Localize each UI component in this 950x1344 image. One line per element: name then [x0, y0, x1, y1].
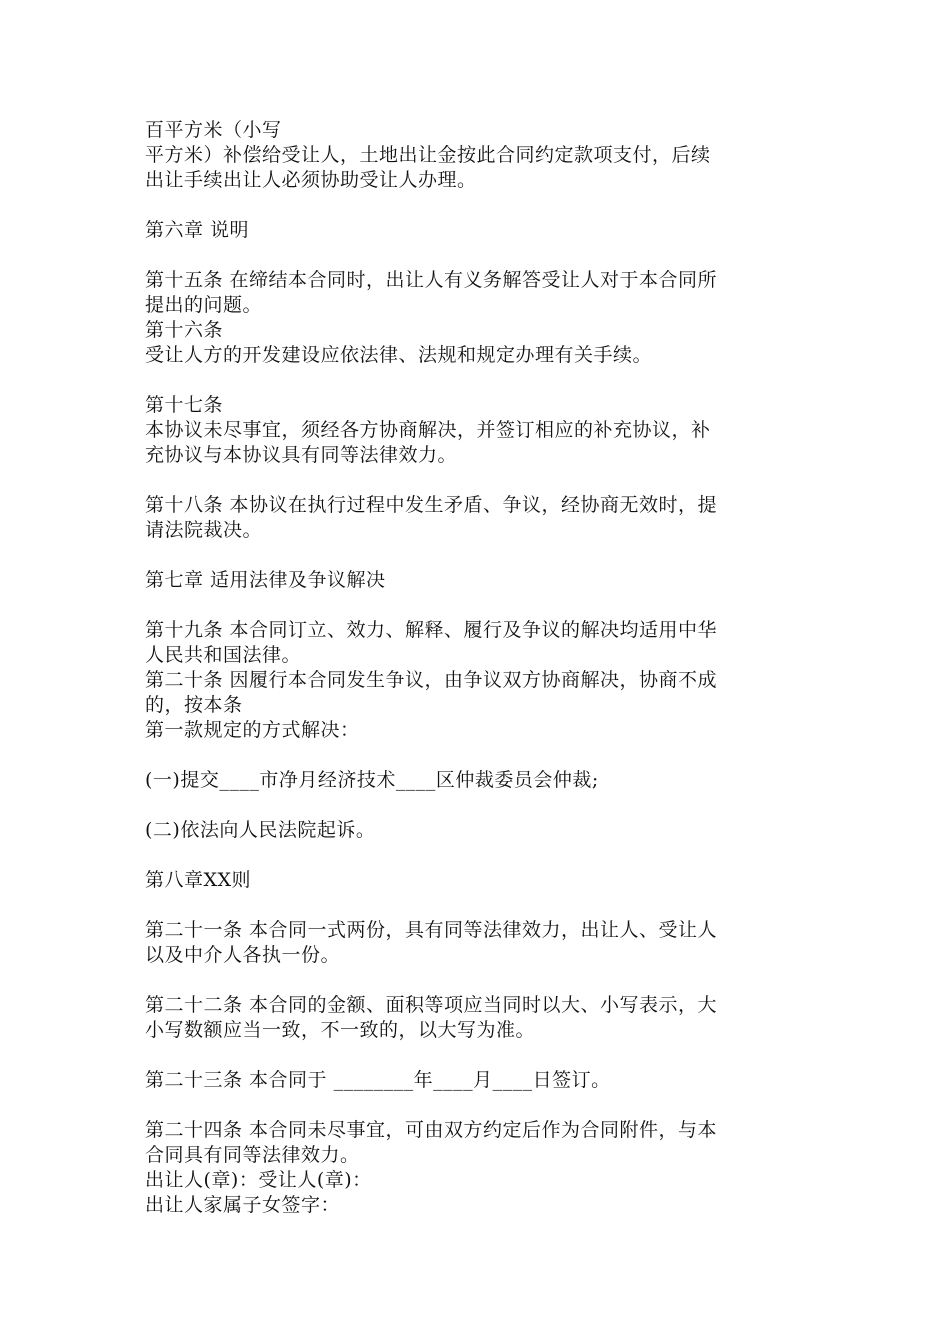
paragraph [145, 993, 810, 1043]
text-line: 第十七条 [145, 394, 224, 416]
text-line: 第十六条 [145, 319, 224, 341]
text-line: 本协议未尽事宜，须经各方协商解决，并签订相应的补充协议，补 [145, 419, 711, 441]
text-line: 第十九条 本合同订立、效力、解释、履行及争议的解决均适用中华 [145, 619, 718, 641]
paragraph [145, 118, 810, 193]
paragraph [145, 618, 810, 743]
paragraph-gap [145, 193, 810, 218]
text-line: 第十五条 在缔结本合同时，出让人有义务解答受让人对于本合同所 [145, 269, 718, 291]
paragraph-gap [145, 468, 810, 493]
text-line: 第二十四条 本合同未尽事宜，可由双方约定后作为合同附件，与本 [145, 1119, 718, 1141]
text-line: 平方米）补偿给受让人，土地出让金按此合同约定款项支付，后续 [145, 144, 711, 166]
paragraph-gap [145, 843, 810, 868]
paragraph-gap [145, 743, 810, 768]
paragraph [145, 268, 810, 368]
text-line: 第七章 适用法律及争议解决 [145, 569, 386, 591]
text-line: (一)提交____市净月经济技术____区仲裁委员会仲裁; [145, 769, 599, 791]
paragraph-gap [145, 243, 810, 268]
paragraph [145, 493, 810, 543]
paragraph [145, 1068, 810, 1093]
paragraph-gap [145, 593, 810, 618]
text-line: 人民共和国法律。 [145, 644, 302, 666]
paragraph-gap [145, 968, 810, 993]
text-line: 第一款规定的方式解决： [145, 719, 360, 741]
text-line: 第六章 说明 [145, 219, 250, 241]
text-line: 的，按本条 [145, 694, 243, 716]
text-line: 第十八条 本协议在执行过程中发生矛盾、争议，经协商无效时，提 [145, 494, 718, 516]
text-line: 第二十三条 本合同于 ________年____月____日签订。 [145, 1069, 611, 1091]
document-page [145, 118, 810, 1218]
text-line: 第八章XX则 [145, 869, 252, 891]
text-line: 出让手续出让人必须协助受让人办理。 [145, 169, 477, 191]
text-line: 小写数额应当一致，不一致的，以大写为准。 [145, 1019, 536, 1041]
paragraph [145, 568, 810, 593]
text-line: 第二十二条 本合同的金额、面积等项应当同时以大、小写表示，大 [145, 994, 718, 1016]
paragraph [145, 868, 810, 893]
text-line: (二)依法向人民法院起诉。 [145, 819, 376, 841]
paragraph-gap [145, 893, 810, 918]
paragraph-gap [145, 543, 810, 568]
text-line: 第二十条 因履行本合同发生争议，由争议双方协商解决，协商不成 [145, 669, 718, 691]
paragraph-gap [145, 1093, 810, 1118]
paragraph [145, 818, 810, 843]
paragraph [145, 1118, 810, 1218]
paragraph [145, 393, 810, 468]
text-line: 充协议与本协议具有同等法律效力。 [145, 444, 458, 466]
paragraph-gap [145, 793, 810, 818]
text-line: 出让人家属子女签字： [145, 1194, 341, 1216]
paragraph-gap [145, 1043, 810, 1068]
text-line: 出让人(章)：受让人(章)： [145, 1169, 372, 1191]
text-line: 请法院裁决。 [145, 519, 263, 541]
paragraph [145, 918, 810, 968]
text-line: 合同具有同等法律效力。 [145, 1144, 360, 1166]
paragraph [145, 218, 810, 243]
text-line: 百平方米（小写 [145, 119, 282, 141]
paragraph-gap [145, 368, 810, 393]
text-line: 第二十一条 本合同一式两份，具有同等法律效力，出让人、受让人 [145, 919, 718, 941]
text-line: 以及中介人各执一份。 [145, 944, 341, 966]
text-line: 受让人方的开发建设应依法律、法规和规定办理有关手续。 [145, 344, 653, 366]
text-line: 提出的问题。 [145, 294, 263, 316]
paragraph [145, 768, 810, 793]
